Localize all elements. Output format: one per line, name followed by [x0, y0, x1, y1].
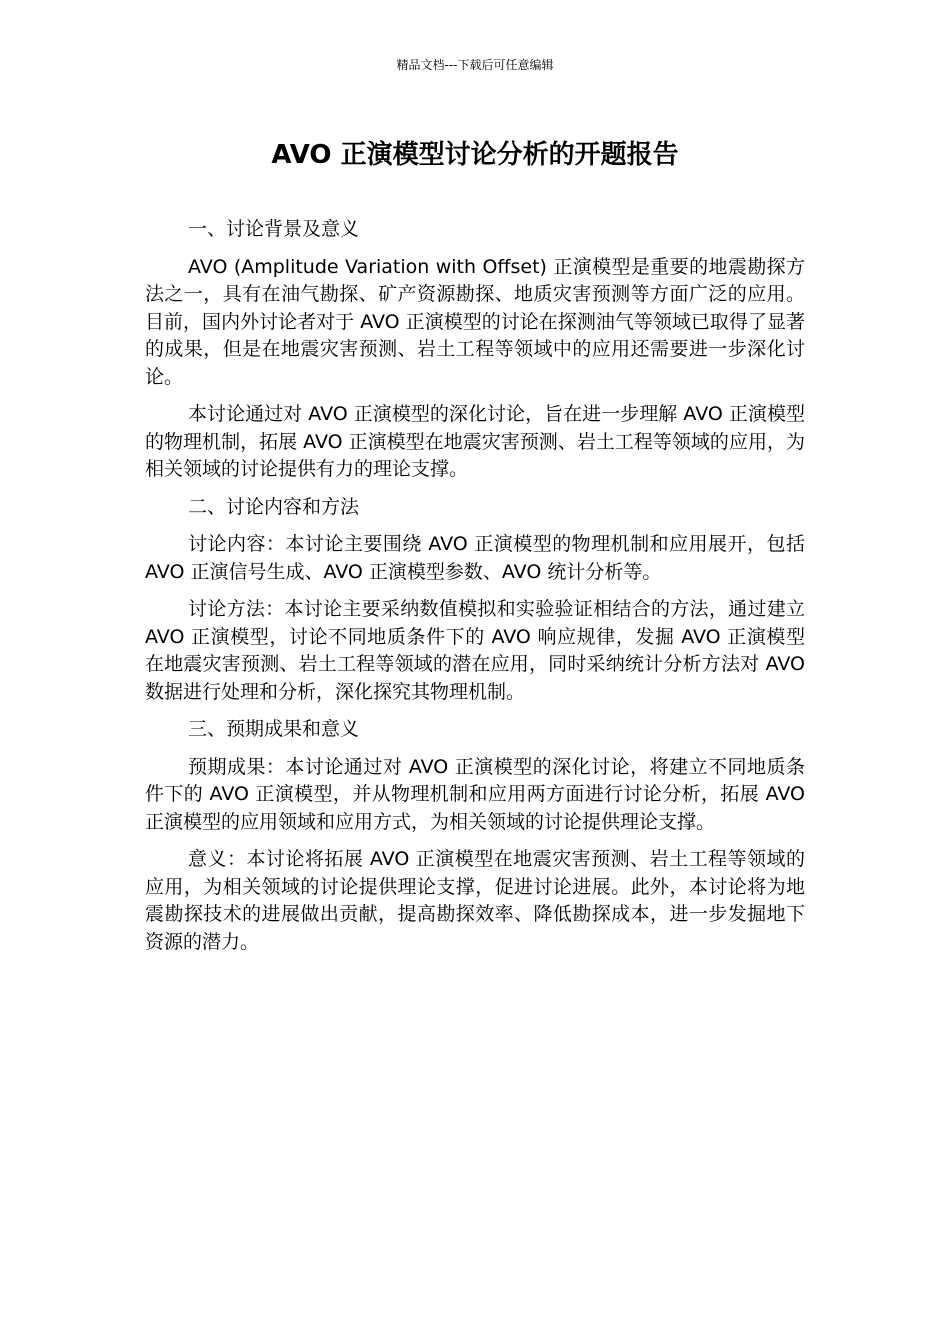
paragraph-expected-results: 预期成果：本讨论通过对 AVO 正演模型的深化讨论，将建立不同地质条件下的 AVO 正演模型，并从物理机制和应用两方面进行讨论分析，拓展 AVO 正演模型的应用领域和应用方式，为相关领域的讨论提供理论支撑。 — [145, 755, 805, 833]
section-heading-background: 一、讨论背景及意义 — [188, 218, 360, 240]
paragraph-background-2: 本讨论通过对 AVO 正演模型的深化讨论，旨在进一步理解 AVO 正演模型的物理机制，拓展 AVO 正演模型在地震灾害预测、岩土工程等领域的应用，为相关领域的讨论提供有力的理论支撑。 — [145, 403, 805, 480]
header-note: 精品文档---下载后可任意编辑 — [396, 58, 554, 72]
section-heading-expected-results: 三、预期成果和意义 — [188, 718, 360, 740]
document-body — [145, 216, 805, 966]
document-title: AVO 正演模型讨论分析的开题报告 — [271, 140, 679, 170]
paragraph-methods: 讨论方法：本讨论主要采纳数值模拟和实验验证相结合的方法，通过建立 AVO 正演模型，讨论不同地质条件下的 AVO 响应规律，发掘 AVO 正演模型在地震灾害预测、岩土工程等领域的潜在应用，同时采纳统计分析方法对 AVO 数据进行处理和分析，深化探究其物理机制。 — [145, 598, 805, 703]
paragraph-background-1: AVO (Amplitude Variation with Offset) 正演模型是重要的地震勘探方法之一，具有在油气勘探、矿产资源勘探、地质灾害预测等方面广泛的应用。目前，国内外讨论者对于 AVO 正演模型的讨论在探测油气等领域已取得了显著的成果，但是在地震灾害预测、岩土工程等领域中的应用还需要进一步深化讨论。 — [145, 255, 805, 388]
section-heading-content-methods: 二、讨论内容和方法 — [188, 495, 360, 518]
paragraph-significance: 意义：本讨论将拓展 AVO 正演模型在地震灾害预测、岩土工程等领域的应用，为相关领域的讨论提供理论支撑，促进讨论进展。此外，本讨论将为地震勘探技术的进展做出贡献，提高勘探效率、降低勘探成本，进一步发掘地下资源的潜力。 — [145, 848, 805, 953]
paragraph-content: 讨论内容：本讨论主要围绕 AVO 正演模型的物理机制和应用展开，包括 AVO 正演信号生成、AVO 正演模型参数、AVO 统计分析等。 — [145, 533, 805, 583]
